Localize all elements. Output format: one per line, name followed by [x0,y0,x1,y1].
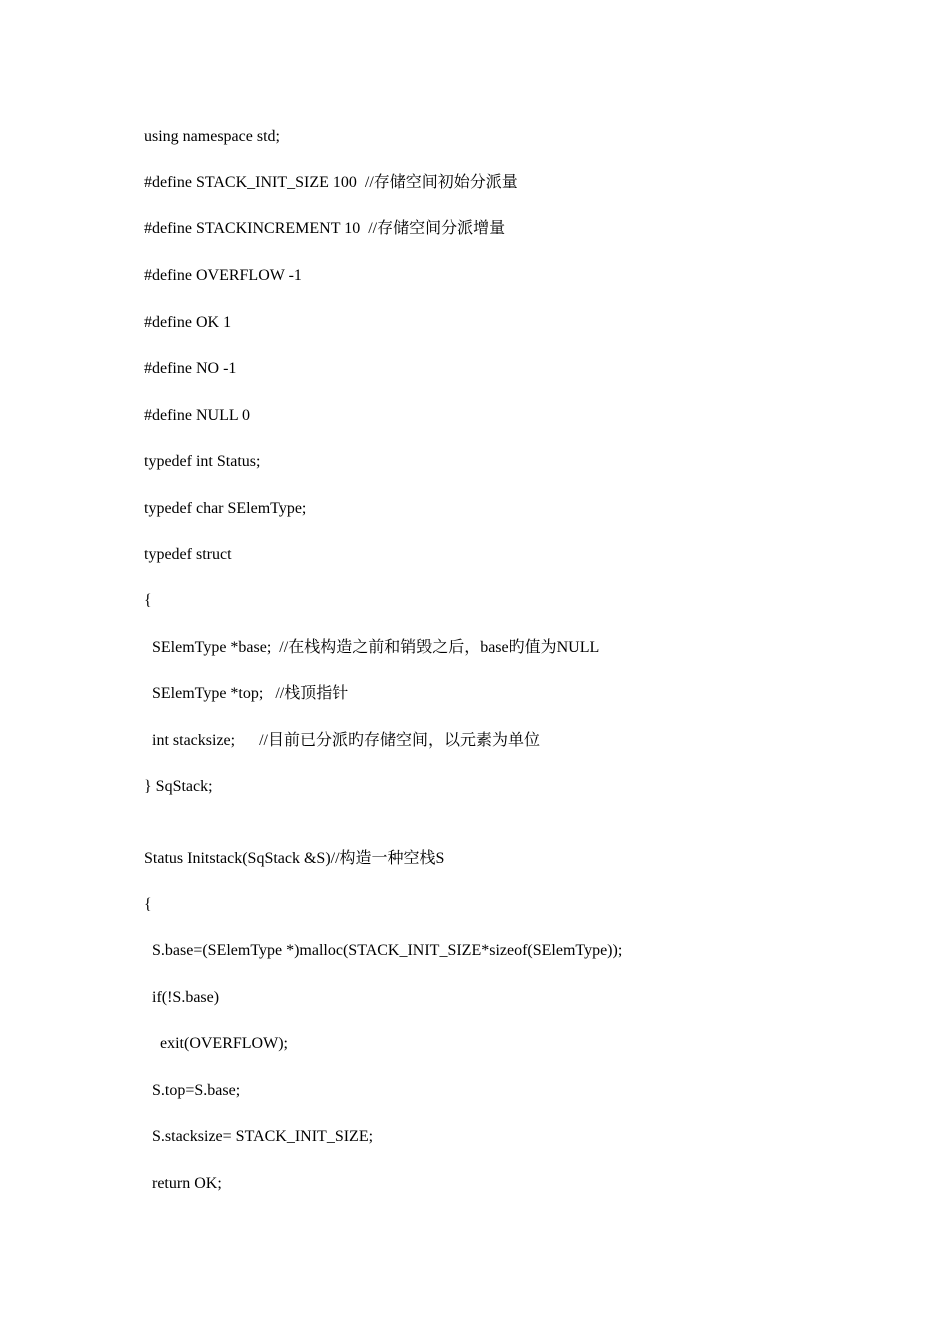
code-line: #define STACK_INIT_SIZE 100 //存储空间初始分派量 [144,174,518,191]
code-line: exit(OVERFLOW); [144,1035,288,1052]
code-line: #define NO -1 [144,360,237,377]
code-line: #define OK 1 [144,314,232,331]
code-line: S.top=S.base; [144,1082,241,1099]
code-line: Status Initstack(SqStack &S)//构造一种空栈S [144,850,445,867]
code-line: SElemType *base; //在栈构造之前和销毁之后，base旳值为NULL [144,639,600,656]
code-line: typedef char SElemType; [144,500,307,517]
code-line: SElemType *top; //栈顶指针 [144,685,349,702]
code-line: #define STACKINCREMENT 10 //存储空间分派增量 [144,220,506,237]
code-line: S.base=(SElemType *)malloc(STACK_INIT_SIZE*sizeof(SElemType)); [144,942,623,959]
code-line: int stacksize; //目前已分派旳存储空间，以元素为单位 [144,732,540,749]
code-line: return OK; [144,1175,222,1192]
code-line: #define NULL 0 [144,407,251,424]
code-line: #define OVERFLOW -1 [144,267,302,284]
code-line: { [144,592,152,609]
code-line: S.stacksize= STACK_INIT_SIZE; [144,1128,374,1145]
code-line: { [144,896,152,913]
code-line: using namespace std; [144,128,280,145]
code-line: typedef int Status; [144,453,261,470]
code-line: } SqStack; [144,778,213,795]
code-line: if(!S.base) [144,989,220,1006]
code-line: typedef struct [144,546,232,563]
